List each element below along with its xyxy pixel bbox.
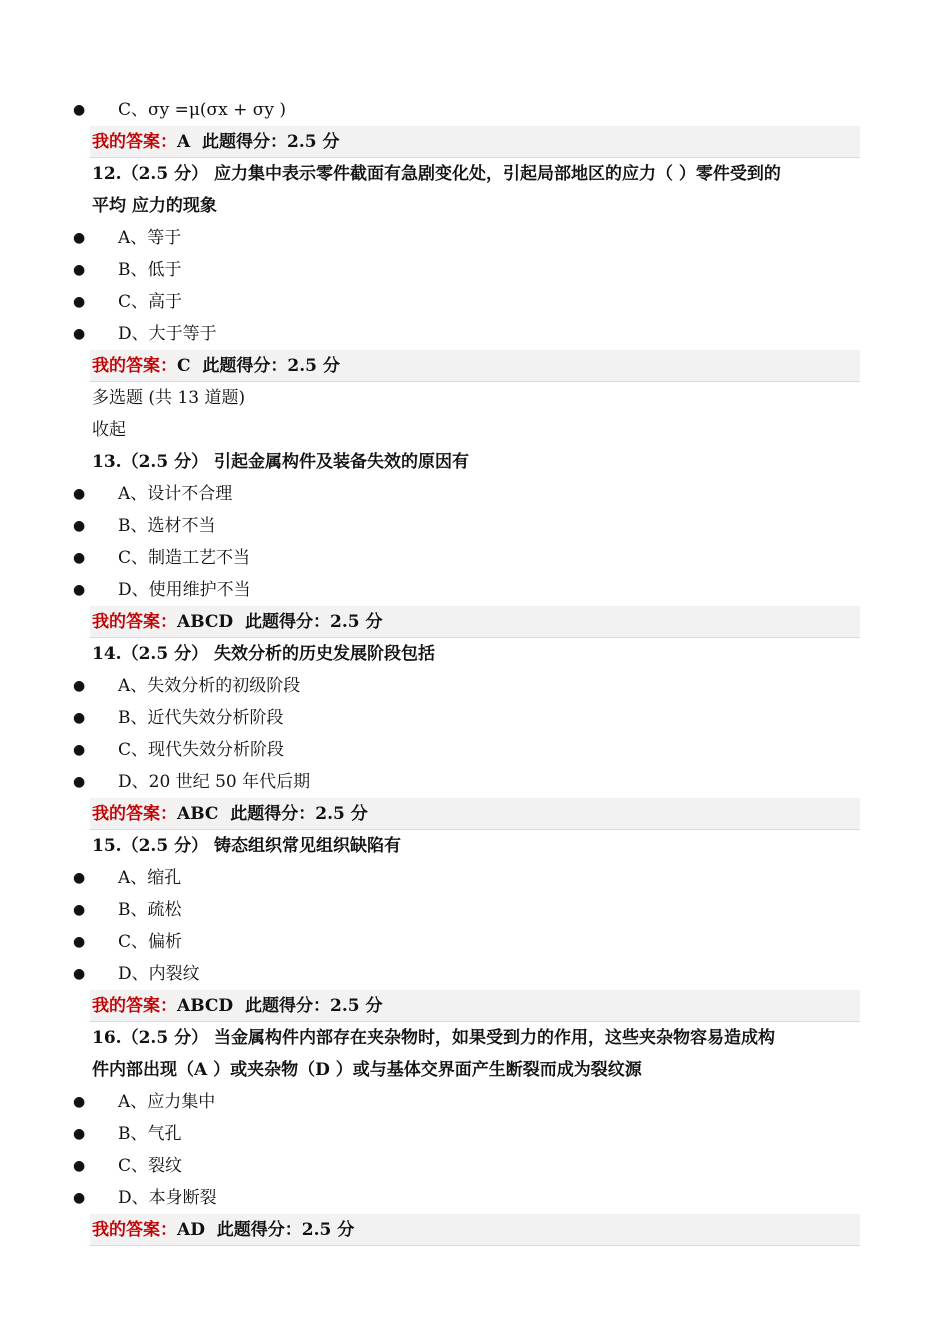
- answer-label: 我的答案：: [92, 996, 177, 1016]
- score-value: 2.5 分: [287, 132, 340, 152]
- option-q12-c: ● C、高于: [0, 286, 950, 318]
- score-value: 2.5 分: [315, 804, 368, 824]
- answer-row-q15: [90, 990, 860, 1022]
- answer-row-q14: [90, 798, 860, 830]
- score-value: 2.5 分: [287, 356, 340, 376]
- bullet-icon: ●: [73, 870, 86, 886]
- option-q16-a: ● A、应力集中: [0, 1086, 950, 1118]
- answer-value: ABC: [177, 804, 219, 824]
- option-q15-d: ● D、内裂纹: [0, 958, 950, 990]
- answer-row-q13: [90, 606, 860, 638]
- collapse-link[interactable]: 收起: [92, 420, 126, 440]
- question-title-q15: 15.（2.5 分） 铸态组织常见组织缺陷有: [92, 836, 401, 856]
- question-title-q16: 16.（2.5 分） 当金属构件内部存在夹杂物时，如果受到力的作用，这些夹杂物容易造成构: [92, 1028, 775, 1048]
- question-title-q14: 14.（2.5 分） 失效分析的历史发展阶段包括: [92, 644, 435, 664]
- answer-value: C: [177, 356, 191, 376]
- option-q14-d: ● D、20 世纪 50 年代后期: [0, 766, 950, 798]
- answer-row-q16: [90, 1214, 860, 1246]
- option-q13-b: ● B、选材不当: [0, 510, 950, 542]
- bullet-icon: ●: [73, 902, 86, 918]
- option-q15-b: ● B、疏松: [0, 894, 950, 926]
- section-title: 多选题 (共 13 道题): [92, 388, 246, 408]
- answer-label: 我的答案：: [92, 1220, 177, 1240]
- answer-label: 我的答案：: [92, 612, 177, 632]
- option-q15-c: ● C、偏析: [0, 926, 950, 958]
- bullet-icon: ●: [73, 326, 86, 342]
- option-q15-a: ● A、缩孔: [0, 862, 950, 894]
- question-title-q16-cont: 件内部出现（A ）或夹杂物（D ）或与基体交界面产生断裂而成为裂纹源: [92, 1060, 642, 1080]
- score-label: 此题得分：: [245, 612, 330, 632]
- option-q16-b: ● B、气孔: [0, 1118, 950, 1150]
- answer-value: ABCD: [177, 996, 234, 1016]
- quiz-document: [0, 94, 950, 1246]
- bullet-icon: ●: [73, 486, 86, 502]
- bullet-icon: ●: [73, 710, 86, 726]
- option-q12-d: ● D、大于等于: [0, 318, 950, 350]
- answer-value: ABCD: [177, 612, 234, 632]
- bullet-icon: ●: [73, 1126, 86, 1142]
- bullet-icon: ●: [73, 742, 86, 758]
- answer-row-q11: [90, 126, 860, 158]
- score-label: 此题得分：: [202, 132, 288, 152]
- bullet-icon: ●: [73, 262, 86, 278]
- score-value: 2.5 分: [330, 996, 383, 1016]
- question-title-q13: 13.（2.5 分） 引起金属构件及装备失效的原因有: [92, 452, 469, 472]
- score-value: 2.5 分: [301, 1220, 355, 1240]
- bullet-icon: ●: [73, 518, 86, 534]
- bullet-icon: ●: [73, 1094, 86, 1110]
- option-q16-d: ● D、本身断裂: [0, 1182, 950, 1214]
- bullet-icon: ●: [73, 102, 86, 118]
- option-q13-a: ● A、设计不合理: [0, 478, 950, 510]
- score-value: 2.5 分: [330, 612, 383, 632]
- score-label: 此题得分：: [230, 804, 316, 824]
- option-q14-b: ● B、近代失效分析阶段: [0, 702, 950, 734]
- question-title-q12-cont: 平均 应力的现象: [92, 196, 217, 216]
- answer-label: 我的答案：: [92, 132, 177, 152]
- score-label: 此题得分：: [216, 1220, 302, 1240]
- score-label: 此题得分：: [245, 996, 330, 1016]
- answer-row-q12: [90, 350, 860, 382]
- option-q11-c: ● C、σy =μ(σx + σy ): [0, 94, 950, 126]
- bullet-icon: ●: [73, 294, 86, 310]
- bullet-icon: ●: [73, 934, 86, 950]
- bullet-icon: ●: [73, 230, 86, 246]
- option-q14-a: ● A、失效分析的初级阶段: [0, 670, 950, 702]
- bullet-icon: ●: [73, 1158, 86, 1174]
- bullet-icon: ●: [73, 582, 86, 598]
- answer-label: 我的答案：: [92, 356, 177, 376]
- bullet-icon: ●: [73, 1190, 86, 1206]
- bullet-icon: ●: [73, 966, 86, 982]
- option-q16-c: ● C、裂纹: [0, 1150, 950, 1182]
- option-q12-b: ● B、低于: [0, 254, 950, 286]
- bullet-icon: ●: [73, 774, 86, 790]
- bullet-icon: ●: [73, 678, 86, 694]
- option-q14-c: ● C、现代失效分析阶段: [0, 734, 950, 766]
- score-label: 此题得分：: [202, 356, 288, 376]
- option-q12-a: ● A、等于: [0, 222, 950, 254]
- option-q13-c: ● C、制造工艺不当: [0, 542, 950, 574]
- answer-value: AD: [177, 1220, 205, 1240]
- bullet-icon: ●: [73, 550, 86, 566]
- answer-value: A: [177, 132, 191, 152]
- answer-label: 我的答案：: [92, 804, 177, 824]
- option-q13-d: ● D、使用维护不当: [0, 574, 950, 606]
- question-title-q12: 12.（2.5 分） 应力集中表示零件截面有急剧变化处，引起局部地区的应力（ ）零件受到的: [92, 164, 781, 184]
